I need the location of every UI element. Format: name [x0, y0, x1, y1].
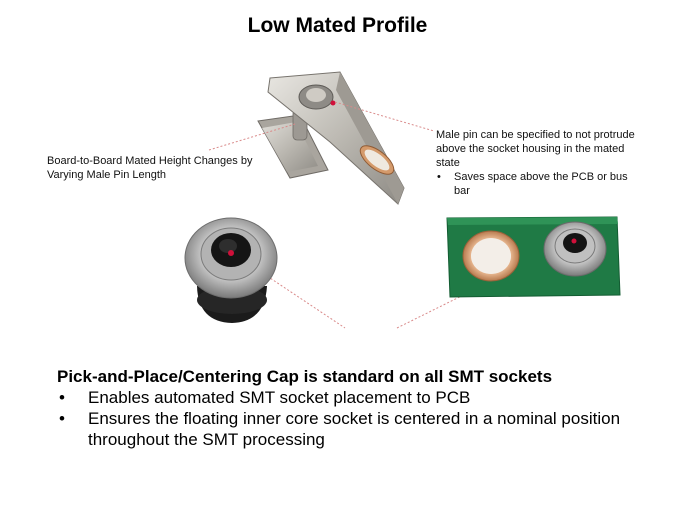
- socket-with-centering-cap-image: [185, 218, 277, 323]
- callout-bullet: • Saves space above the PCB or bus bar: [436, 170, 641, 198]
- male-pin-callout-text: Male pin can be specified to not protrude above the socket housing in the mated state: [436, 129, 635, 169]
- slide-title: Low Mated Profile: [247, 14, 428, 37]
- section-bullet: • Ensures the floating inner core socket is centered in a nominal position throughout the SMT processing: [57, 408, 657, 450]
- socket-on-green-pcb-image: [447, 217, 620, 297]
- male-pin-callout: [436, 128, 641, 198]
- section-heading: Pick-and-Place/Centering Cap is standard on all SMT sockets: [57, 367, 553, 386]
- pin-length-callout: Board-to-Board Mated Height Changes by Varying Male Pin Length: [47, 155, 253, 181]
- centering-cap-section: [57, 366, 657, 450]
- mated-bracket-assembly-image: [258, 72, 404, 204]
- male-pin-callout-list: [436, 170, 641, 198]
- section-bullet-list: [57, 387, 657, 450]
- section-bullet: • Enables automated SMT socket placement to PCB: [57, 387, 657, 408]
